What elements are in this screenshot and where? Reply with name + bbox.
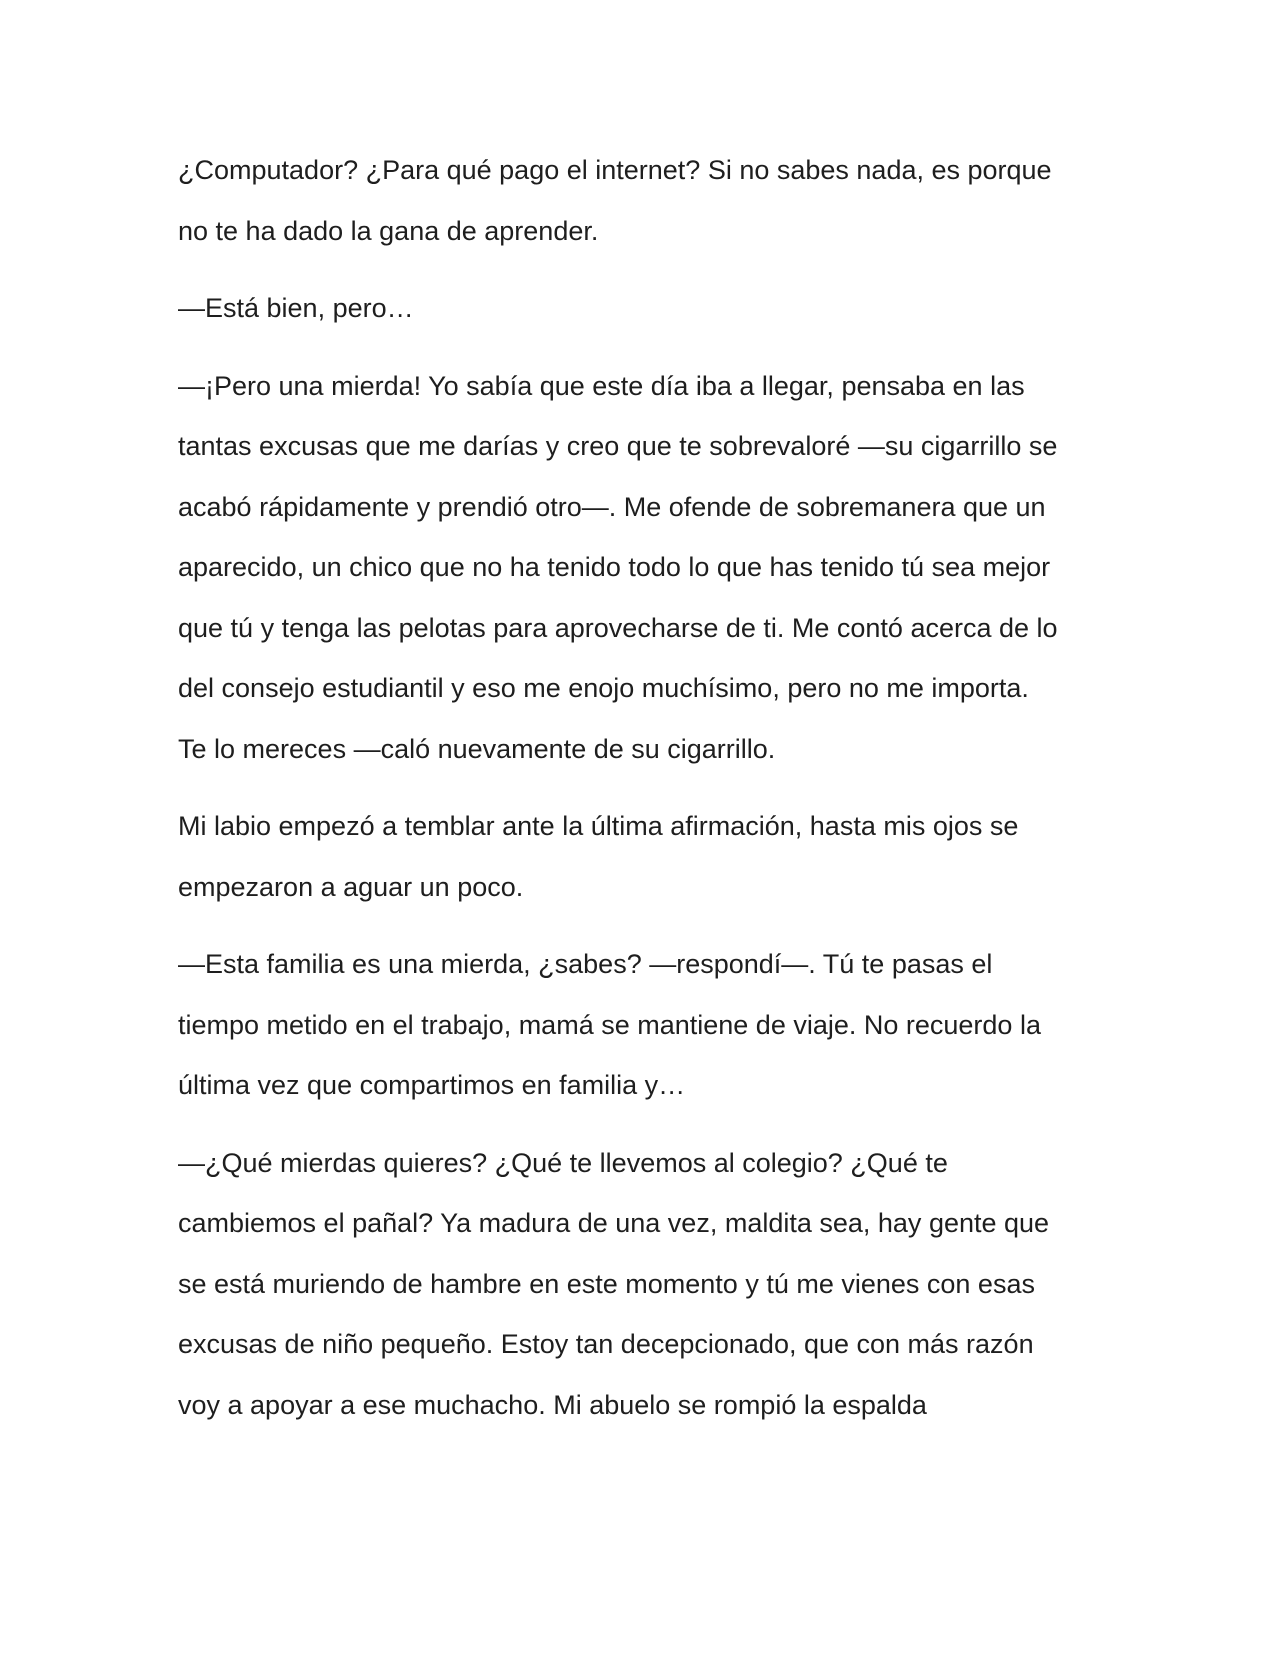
text-line: —¡Pero una mierda! Yo sabía que este día iba a llegar, pensaba en las <box>178 370 1025 401</box>
paragraph-6 <box>178 1133 1118 1436</box>
text-line: empezaron a aguar un poco. <box>178 871 524 902</box>
text-line: ¿Computador? ¿Para qué pago el internet? Si no sabes nada, es porque <box>178 155 1052 185</box>
text-line: Mi labio empezó a temblar ante la última afirmación, hasta mis ojos se <box>178 811 1019 841</box>
text-line: —Esta familia es una mierda, ¿sabes? —respondí—. Tú te pasas el <box>178 949 993 979</box>
document-body <box>178 140 1118 1452</box>
text-line: —¿Qué mierdas quieres? ¿Qué te llevemos al colegio? ¿Qué te <box>178 1147 948 1178</box>
text-line: no te ha dado la gana de aprender. <box>178 215 599 246</box>
text-line: se está muriendo de hambre en este momento y tú me vienes con esas <box>178 1268 1035 1299</box>
text-line: tiempo metido en el trabajo, mamá se mantiene de viaje. No recuerdo la <box>178 1009 1041 1040</box>
paragraph-5 <box>178 934 1118 1116</box>
text-line: aparecido, un chico que no ha tenido todo lo que has tenido tú sea mejor <box>178 552 1051 582</box>
text-line: excusas de niño pequeño. Estoy tan decepcionado, que con más razón <box>178 1329 1034 1359</box>
paragraph-4 <box>178 796 1118 917</box>
text-line: cambiemos el pañal? Ya madura de una vez, maldita sea, hay gente que <box>178 1208 1050 1238</box>
text-line: tantas excusas que me darías y creo que te sobrevaloré —su cigarrillo se <box>178 431 1058 461</box>
paragraph-1 <box>178 140 1118 261</box>
text-line: voy a apoyar a ese muchacho. Mi abuelo se rompió la espalda <box>178 1389 927 1420</box>
text-line: que tú y tenga las pelotas para aprovecharse de ti. Me contó acerca de lo <box>178 612 1058 643</box>
paragraph-3 <box>178 356 1118 780</box>
text-line: —Está bien, pero… <box>178 293 414 323</box>
text-line: acabó rápidamente y prendió otro—. Me ofende de sobremanera que un <box>178 491 1046 522</box>
text-line: del consejo estudiantil y eso me enojo muchísimo, pero no me importa. <box>178 673 1029 703</box>
text-line: última vez que compartimos en familia y… <box>178 1070 686 1100</box>
text-line: Te lo mereces —caló nuevamente de su cigarrillo. <box>178 733 776 764</box>
paragraph-2 <box>178 278 1118 339</box>
